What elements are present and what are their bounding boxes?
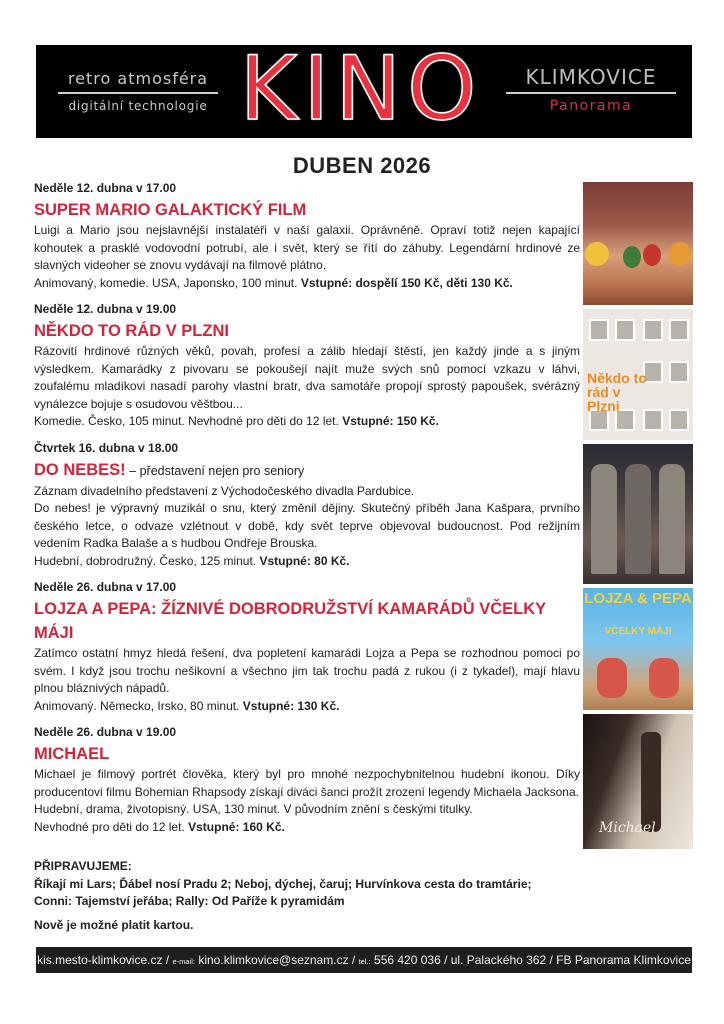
event-info: Animovaný, komedie. USA, Japonsko, 100 minut.: [34, 275, 298, 290]
poster-title: LOJZA & PEPA: [584, 590, 692, 607]
event-price: Vstupné: dospělí 150 Kč, děti 130 Kč.: [300, 275, 513, 290]
banner-right-location: [506, 65, 676, 114]
michael-poster: [583, 714, 693, 849]
event-price: Vstupné: 150 Kč.: [342, 414, 439, 428]
do-nebes-poster: [583, 444, 693, 584]
event-date: Čtvrtek 16. dubna v 18.00: [34, 440, 179, 455]
event-meta: [34, 553, 580, 571]
event-title: [34, 458, 580, 483]
event-item: [34, 180, 580, 292]
event-title: [34, 597, 580, 645]
event-list: [34, 180, 580, 845]
kino-logo: KINO: [239, 37, 483, 140]
event-info: Nevhodné pro děti do 12 let.: [34, 819, 185, 834]
poster-title: Michael: [599, 820, 656, 836]
poster-character: [623, 246, 641, 268]
event-description: Rázovití hrdinové různých věků, povah, profesí a zálib hledají štěstí, jen každý jinde a s jiným výsledkem. Kamarádky z pivovaru se pokoušejí najít muže svých snů pomocí vzkazu v láhvi, zoufalému mladíkovi nasadí parohy vlastní bratr, dva samotáře propojí sprostý papoušek, svérázný vynálezce bojuje s osudovou věštbou...: [34, 344, 580, 411]
event-info: Hudební, dobrodružný. Česko, 125 minut.: [34, 553, 257, 568]
event-price: Vstupné: 80 Kč.: [259, 553, 350, 568]
event-title-text: LOJZA A PEPA: ŽÍZNIVÉ DOBRODRUŽSTVÍ KAMARÁDŮ VČELKY MÁJI: [34, 600, 546, 642]
month-heading: DUBEN 2026: [292, 153, 432, 178]
poster-window: [615, 319, 635, 341]
poster-figure: [591, 464, 617, 574]
poster-window: [669, 319, 689, 341]
event-meta: [34, 698, 580, 716]
poster-character: [597, 658, 627, 698]
event-title-text: NĚKDO TO RÁD V PLZNI: [34, 322, 229, 340]
email-label: e-mail:: [172, 957, 195, 966]
website-link[interactable]: kis.mesto-klimkovice.cz /: [37, 953, 170, 967]
poster-character: [649, 658, 679, 698]
event-title-text: MICHAEL: [34, 745, 110, 763]
poster-character: [585, 242, 609, 266]
header-banner: [36, 37, 692, 140]
banner-left-tagline: [58, 69, 218, 113]
poster-column: [583, 182, 693, 853]
event-description: Michael je filmový portrét člověka, který byl pro mnohé nezpochybnitelnou hudební ikonou. Díky producentovi filmu Bohemian Rhapsody získají diváci šanci prožít zrození legendy Michaela Jacksona.: [34, 767, 580, 799]
event-meta: [34, 413, 580, 431]
poster-window: [669, 361, 689, 383]
poster-window: [589, 319, 609, 341]
upcoming-list-line: Conni: Tajemství jeřába; Rally: Od Paříže k pyramidám: [34, 894, 345, 908]
poster-figure: [641, 732, 661, 832]
phone-label: tel.:: [358, 957, 371, 966]
nekdo-to-rad-v-plzni-poster: [583, 309, 693, 440]
upcoming-heading: PŘIPRAVUJEME:: [34, 859, 132, 873]
event-description: Luigi a Mario jsou nejslavnější instalatéři v naší galaxii. Oprávněně. Opraví totiž nejen kapající kohoutek a prasklé vodovodní potrubí, ale i svět, který se řítí do záhuby. Legendární hrdinové ze slavných videoher se znovu vydávají na filmové plátno.: [34, 223, 580, 272]
event-title-text: SUPER MARIO GALAKTICKÝ FILM: [34, 201, 307, 219]
event-description: Záznam divadelního představení z Východočeského divadla Pardubice.: [34, 483, 415, 498]
event-description: Zatímco ostatní hmyz hledá řešení, dva popletení kamarádi Lojza a Pepa se rozhodnou pomoci po svém. I když jsou trochu nešikovní a všechno jim tak trochu padá z rukou (i z tykadel), mají hlavu plnou bláznivých nápadů.: [34, 646, 580, 695]
event-price: Vstupné: 160 Kč.: [188, 819, 285, 834]
cinema-name: Panorama: [549, 98, 633, 114]
email-link[interactable]: kino.klimkovice@seznam.cz /: [198, 953, 356, 967]
location-name: KLIMKOVICE: [506, 65, 676, 94]
event-meta: [34, 819, 580, 837]
event-info: Animovaný. Německo, Irsko, 80 minut.: [34, 698, 240, 713]
event-item: [34, 724, 580, 836]
event-title: [34, 742, 580, 766]
event-title: [34, 198, 580, 222]
tagline-digital: digitální technologie: [68, 99, 208, 113]
poster-title: Někdo to rád v Plzni: [587, 370, 647, 414]
event-item: [34, 301, 580, 431]
poster-window: [669, 409, 689, 431]
event-title: [34, 319, 580, 343]
event-title-text: DO NEBES!: [34, 460, 126, 479]
event-date: Neděle 12. dubna v 19.00: [34, 302, 177, 316]
poster-subtitle: VČELKY MÁJI: [604, 626, 672, 637]
poster-window: [643, 319, 663, 341]
poster-figure: [659, 464, 685, 574]
event-meta: Hudební, drama, životopisný. USA, 130 minut. V původním znění s českými titulky.: [34, 802, 473, 816]
event-item: [34, 579, 580, 715]
event-meta: [34, 275, 580, 293]
event-subtitle: – představení nejen pro seniory: [125, 463, 305, 478]
event-info: Komedie. Česko, 105 minut. Nevhodné pro děti do 12 let.: [34, 414, 339, 428]
tagline-retro: retro atmosféra: [58, 69, 218, 94]
poster-character: [669, 242, 691, 266]
upcoming-section: [34, 858, 594, 911]
lojza-a-pepa-poster: [583, 588, 693, 710]
event-date: Neděle 26. dubna v 19.00: [34, 725, 177, 739]
super-mario-poster: [583, 182, 693, 305]
event-price: Vstupné: 130 Kč.: [242, 698, 340, 713]
payment-note: Nově je možné platit kartou.: [34, 918, 194, 932]
event-date: Neděle 26. dubna v 17.00: [34, 580, 177, 594]
upcoming-list-line: Říkají mi Lars; Ďábel nosí Pradu 2; Neboj, dýchej, čaruj; Hurvínkova cesta do tramtárie;: [34, 876, 532, 891]
poster-character: [643, 244, 661, 266]
event-date: Neděle 12. dubna v 17.00: [34, 181, 177, 195]
contact-details: 556 420 036 / ul. Palackého 362 / FB Panorama Klimkovice: [374, 953, 691, 967]
footer-contact-bar: [36, 947, 692, 973]
event-description: Do nebes! je výpravný muzikál o snu, který změnil dějiny. Skutečný příběh Jana Kašpara, prvního českého letce, o odvaze vzlétnout v době, kdy svět teprve objevoval budoucnost. Pod režijním vedením Radka Balaše a s hudbou Ondřeje Brouska.: [34, 501, 580, 550]
event-item: [34, 440, 580, 571]
poster-figure: [625, 464, 651, 574]
